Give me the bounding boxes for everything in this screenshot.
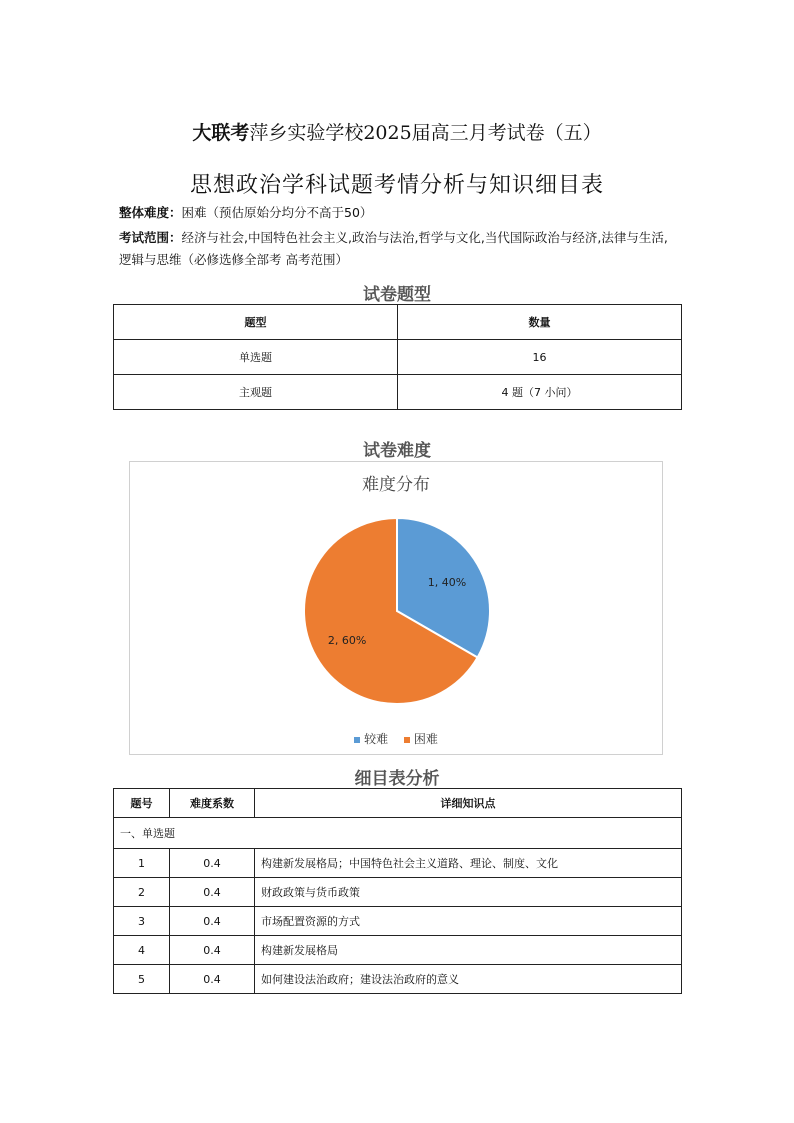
exam-scope	[119, 227, 679, 271]
legend-item	[354, 732, 388, 746]
question-number: 3	[114, 907, 170, 936]
question-number: 2	[114, 878, 170, 907]
details-heading: 细目表分析	[354, 769, 440, 789]
table-cell: 主观题	[114, 375, 398, 410]
table-row	[114, 878, 682, 907]
difficulty-coefficient: 0.4	[170, 907, 255, 936]
question-number: 5	[114, 965, 170, 994]
table-cell: 16	[398, 340, 682, 375]
chart-legend	[130, 730, 662, 747]
table-row	[114, 965, 682, 994]
table-cell: 单选题	[114, 340, 398, 375]
legend-label: 困难	[413, 732, 438, 746]
table-row	[114, 340, 682, 375]
scope-label: 考试范围：	[119, 230, 182, 245]
table-row	[114, 907, 682, 936]
column-header: 详细知识点	[255, 789, 682, 818]
question-number: 4	[114, 936, 170, 965]
exam-title	[0, 118, 794, 145]
exam-name: 萍乡实验学校2025届高三月考试卷（五）	[249, 122, 602, 144]
knowledge-point: 财政政策与货币政策	[255, 878, 682, 907]
knowledge-detail-table	[113, 788, 682, 994]
legend-swatch	[404, 737, 410, 743]
legend-swatch	[354, 737, 360, 743]
table-cell: 4 题（7 小问）	[398, 375, 682, 410]
difficulty-label: 整体难度：	[119, 205, 182, 220]
difficulty-coefficient: 0.4	[170, 878, 255, 907]
data-label: 1, 40%	[427, 576, 467, 590]
knowledge-point: 构建新发展格局；中国特色社会主义道路、理论、制度、文化	[255, 849, 682, 878]
overall-difficulty	[119, 202, 679, 224]
legend-item	[404, 732, 438, 746]
difficulty-coefficient: 0.4	[170, 965, 255, 994]
brand-name: 大联考	[192, 122, 250, 144]
column-header: 题型	[114, 305, 398, 340]
document-subtitle: 思想政治学科试题考情分析与知识细目表	[189, 173, 604, 198]
knowledge-point: 如何建设法治政府；建设法治政府的意义	[255, 965, 682, 994]
table-row	[114, 849, 682, 878]
question-types-heading: 试卷题型	[363, 285, 431, 305]
table-row	[114, 375, 682, 410]
table-header-row	[114, 789, 682, 818]
column-header: 题号	[114, 789, 170, 818]
knowledge-point: 市场配置资源的方式	[255, 907, 682, 936]
table-row	[114, 936, 682, 965]
column-header: 数量	[398, 305, 682, 340]
difficulty-chart	[129, 461, 663, 755]
data-label: 2, 60%	[327, 633, 367, 647]
difficulty-heading: 试卷难度	[363, 441, 431, 461]
section-label: 一、单选题	[114, 818, 682, 849]
section-row	[114, 818, 682, 849]
question-types-table	[113, 304, 682, 410]
column-header: 难度系数	[170, 789, 255, 818]
scope-value: 经济与社会,中国特色社会主义,政治与法治,哲学与文化,当代国际政治与经济,法律与生活,逻辑与思维（必修选修全部考 高考范围）	[119, 230, 668, 267]
difficulty-value: 困难（预估原始分均分不高于50）	[181, 205, 373, 220]
table-header-row	[114, 305, 682, 340]
chart-title: 难度分布	[362, 475, 430, 495]
difficulty-coefficient: 0.4	[170, 849, 255, 878]
legend-label: 较难	[364, 732, 389, 746]
pie-chart	[130, 462, 662, 722]
difficulty-coefficient: 0.4	[170, 936, 255, 965]
knowledge-point: 构建新发展格局	[255, 936, 682, 965]
question-number: 1	[114, 849, 170, 878]
